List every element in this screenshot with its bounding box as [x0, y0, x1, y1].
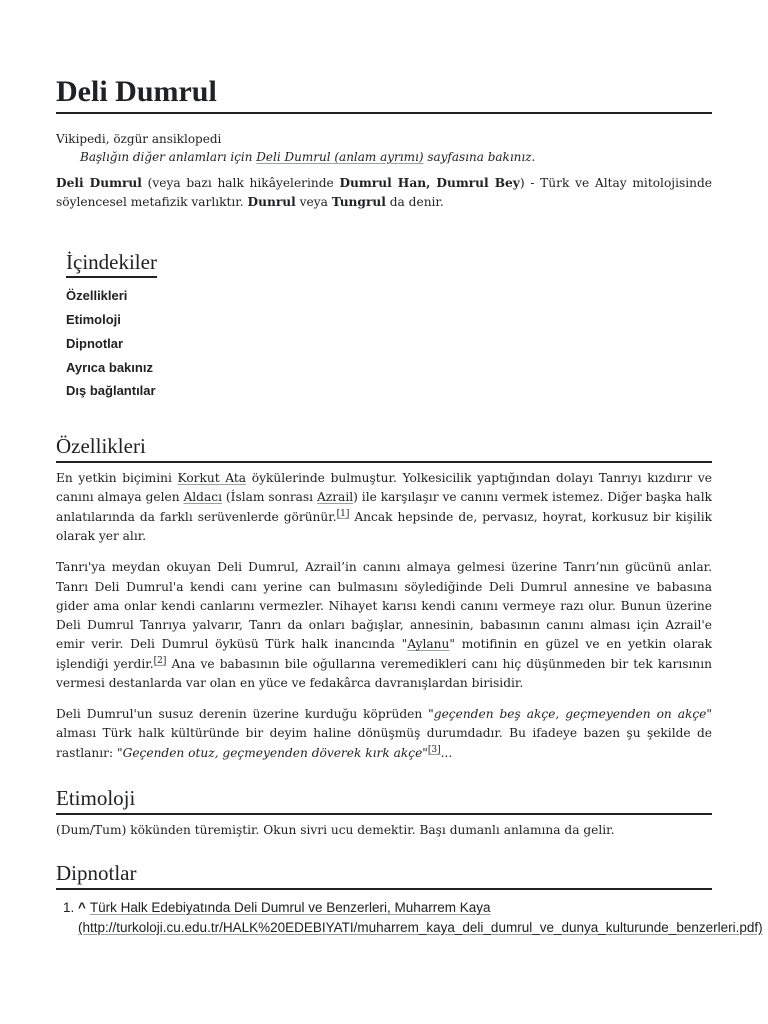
italic-quote: Geçenden otuz, geçmeyenden döverek kırk akçe [122, 745, 423, 760]
lead-bold-alias: Tungrul [331, 195, 386, 210]
section-dipnotlar [56, 861, 763, 937]
section-heading: Etimoloji [56, 786, 712, 815]
toc-item-dis-baglantilar[interactable]: Dış bağlantılar [66, 383, 156, 399]
back-to-citation-caret[interactable]: ^ [78, 900, 86, 916]
aldaci-link[interactable]: Aldacı [183, 490, 222, 505]
paragraph [56, 469, 712, 546]
section-heading: Özellikleri [56, 434, 712, 463]
toc-item-dipnotlar[interactable]: Dipnotlar [66, 335, 124, 351]
toc-item-ayrica-bakiniz[interactable]: Ayrıca bakınız [66, 359, 153, 375]
section-ozellikleri [56, 434, 712, 763]
text: Ancak hepsinde de, pervasız, hoyrat, korkusuz bir kişilik olarak yer alır. [56, 509, 712, 543]
reference-1-link[interactable]: [1] [336, 508, 350, 519]
reference-2-link[interactable]: [2] [153, 655, 167, 666]
text: Deli Dumrul'un susuz derenin üzerine kurduğu köprüden " [56, 707, 434, 722]
text: ) ile karşılaşır ve canını vermek istemez. Diğer başka halk anlatılarında da farklı serüvenlerde görünür. [56, 490, 712, 524]
section-etimoloji [56, 786, 712, 840]
paragraph [56, 558, 712, 693]
hatnote-text-before: Başlığın diğer anlamları için [80, 150, 257, 164]
site-subtitle: Vikipedi, özgür ansiklopedi [56, 132, 222, 146]
lead-paragraph [56, 174, 712, 213]
paragraph [56, 705, 712, 763]
toc-title: İçindekiler [66, 250, 157, 278]
lead-text: da denir. [385, 195, 444, 210]
text: öykülerinde bulmuştur. Yolkesicilik yaptığından dolayı Tanrıyı kızdırır ve canını almaya gelen [56, 471, 713, 505]
section-heading: Dipnotlar [56, 861, 712, 890]
text: Tanrı'ya meydan okuyan Deli Dumrul, Azrail’in canını almaya gelmesi üzerine Tanrı’nın gücünü anlar. Tanrı Deli Dumrul'a kendi canı yerine can bulmasını söylediğinde Deli Dumrul annesine ve babasına gider ama onlar kendi canlarını vermezler. Nihayet karısı kendi canını vermeye razı olur. Bunun üzerine Deli Dumrul Tanrıya yalvarır, Tanrı da onları bağışlar, annesinin, babasının canını alması için Azrail'e emir verir. Deli Dumrul öyküsü Türk halk inancında " [56, 560, 712, 652]
hatnote-text-after: sayfasına bakınız. [423, 150, 536, 164]
toc-item-etimoloji[interactable]: Etimoloji [66, 311, 121, 327]
text: ... [440, 745, 453, 760]
article [56, 0, 763, 935]
text: " [422, 745, 428, 760]
lead-text: veya [295, 195, 332, 210]
aylanu-link[interactable]: Aylanu [407, 637, 450, 652]
lead-bold-alias: Dunrul [247, 195, 296, 210]
azrail-link[interactable]: Azrail [317, 490, 354, 505]
toc-list [66, 284, 157, 403]
toc-item-ozellikleri[interactable]: Özellikleri [66, 288, 128, 304]
italic-quote: geçenden beş akçe, geçmeyenden on akçe [433, 707, 707, 722]
disambiguation-link[interactable]: Deli Dumrul (anlam ayrımı) [256, 150, 424, 164]
page-title: Deli Dumrul [56, 74, 712, 114]
text: Ana ve babasının bile oğullarına veremedikleri canı hiç düşünmeden bir tek karısının vermesi destanlarda var olan en yüce ve fedakârca davranışlardan birisidir. [56, 656, 712, 690]
lead-text: ) - Türk ve Altay mitolojisinde söylencesel metafizik varlıktır. [56, 176, 712, 210]
text: " alması Türk halk kültüründe bir deyim haline dönüşmüş durumdadır. Bu ifadeye bazen şu şekilde de rastlanır: " [56, 707, 713, 760]
text: (İslam sonrası [221, 490, 317, 505]
reference-link[interactable]: Türk Halk Edebiyatında Deli Dumrul ve Benzerleri, Muharrem Kaya (http://turkoloji.cu.edu.tr/HALK%20EDEBIYATI/muharrem_kaya_deli_dumrul_ve_dunya_kulturunde_benzerleri.pdf) [78, 900, 763, 935]
korkut-ata-link[interactable]: Korkut Ata [177, 471, 247, 486]
reference-3-link[interactable]: [3] [427, 744, 441, 755]
paragraph: (Dum/Tum) kökünden türemiştir. Okun sivri ucu demektir. Başı dumanlı anlamına da gelir. [56, 823, 615, 838]
hatnote [80, 148, 712, 166]
text: En yetkin biçimini [56, 471, 178, 486]
lead-text: (veya bazı halk hikâyelerinde [141, 176, 340, 190]
table-of-contents [66, 250, 157, 403]
lead-bold-name: Deli Dumrul [56, 176, 142, 190]
reference-item [78, 898, 763, 937]
text: " motifinin en güzel ve en yetkin olarak işlendiği yerdir. [56, 637, 712, 671]
references-list [56, 898, 763, 937]
lead-bold-alias: Dumrul Han, Dumrul Bey [339, 176, 520, 190]
